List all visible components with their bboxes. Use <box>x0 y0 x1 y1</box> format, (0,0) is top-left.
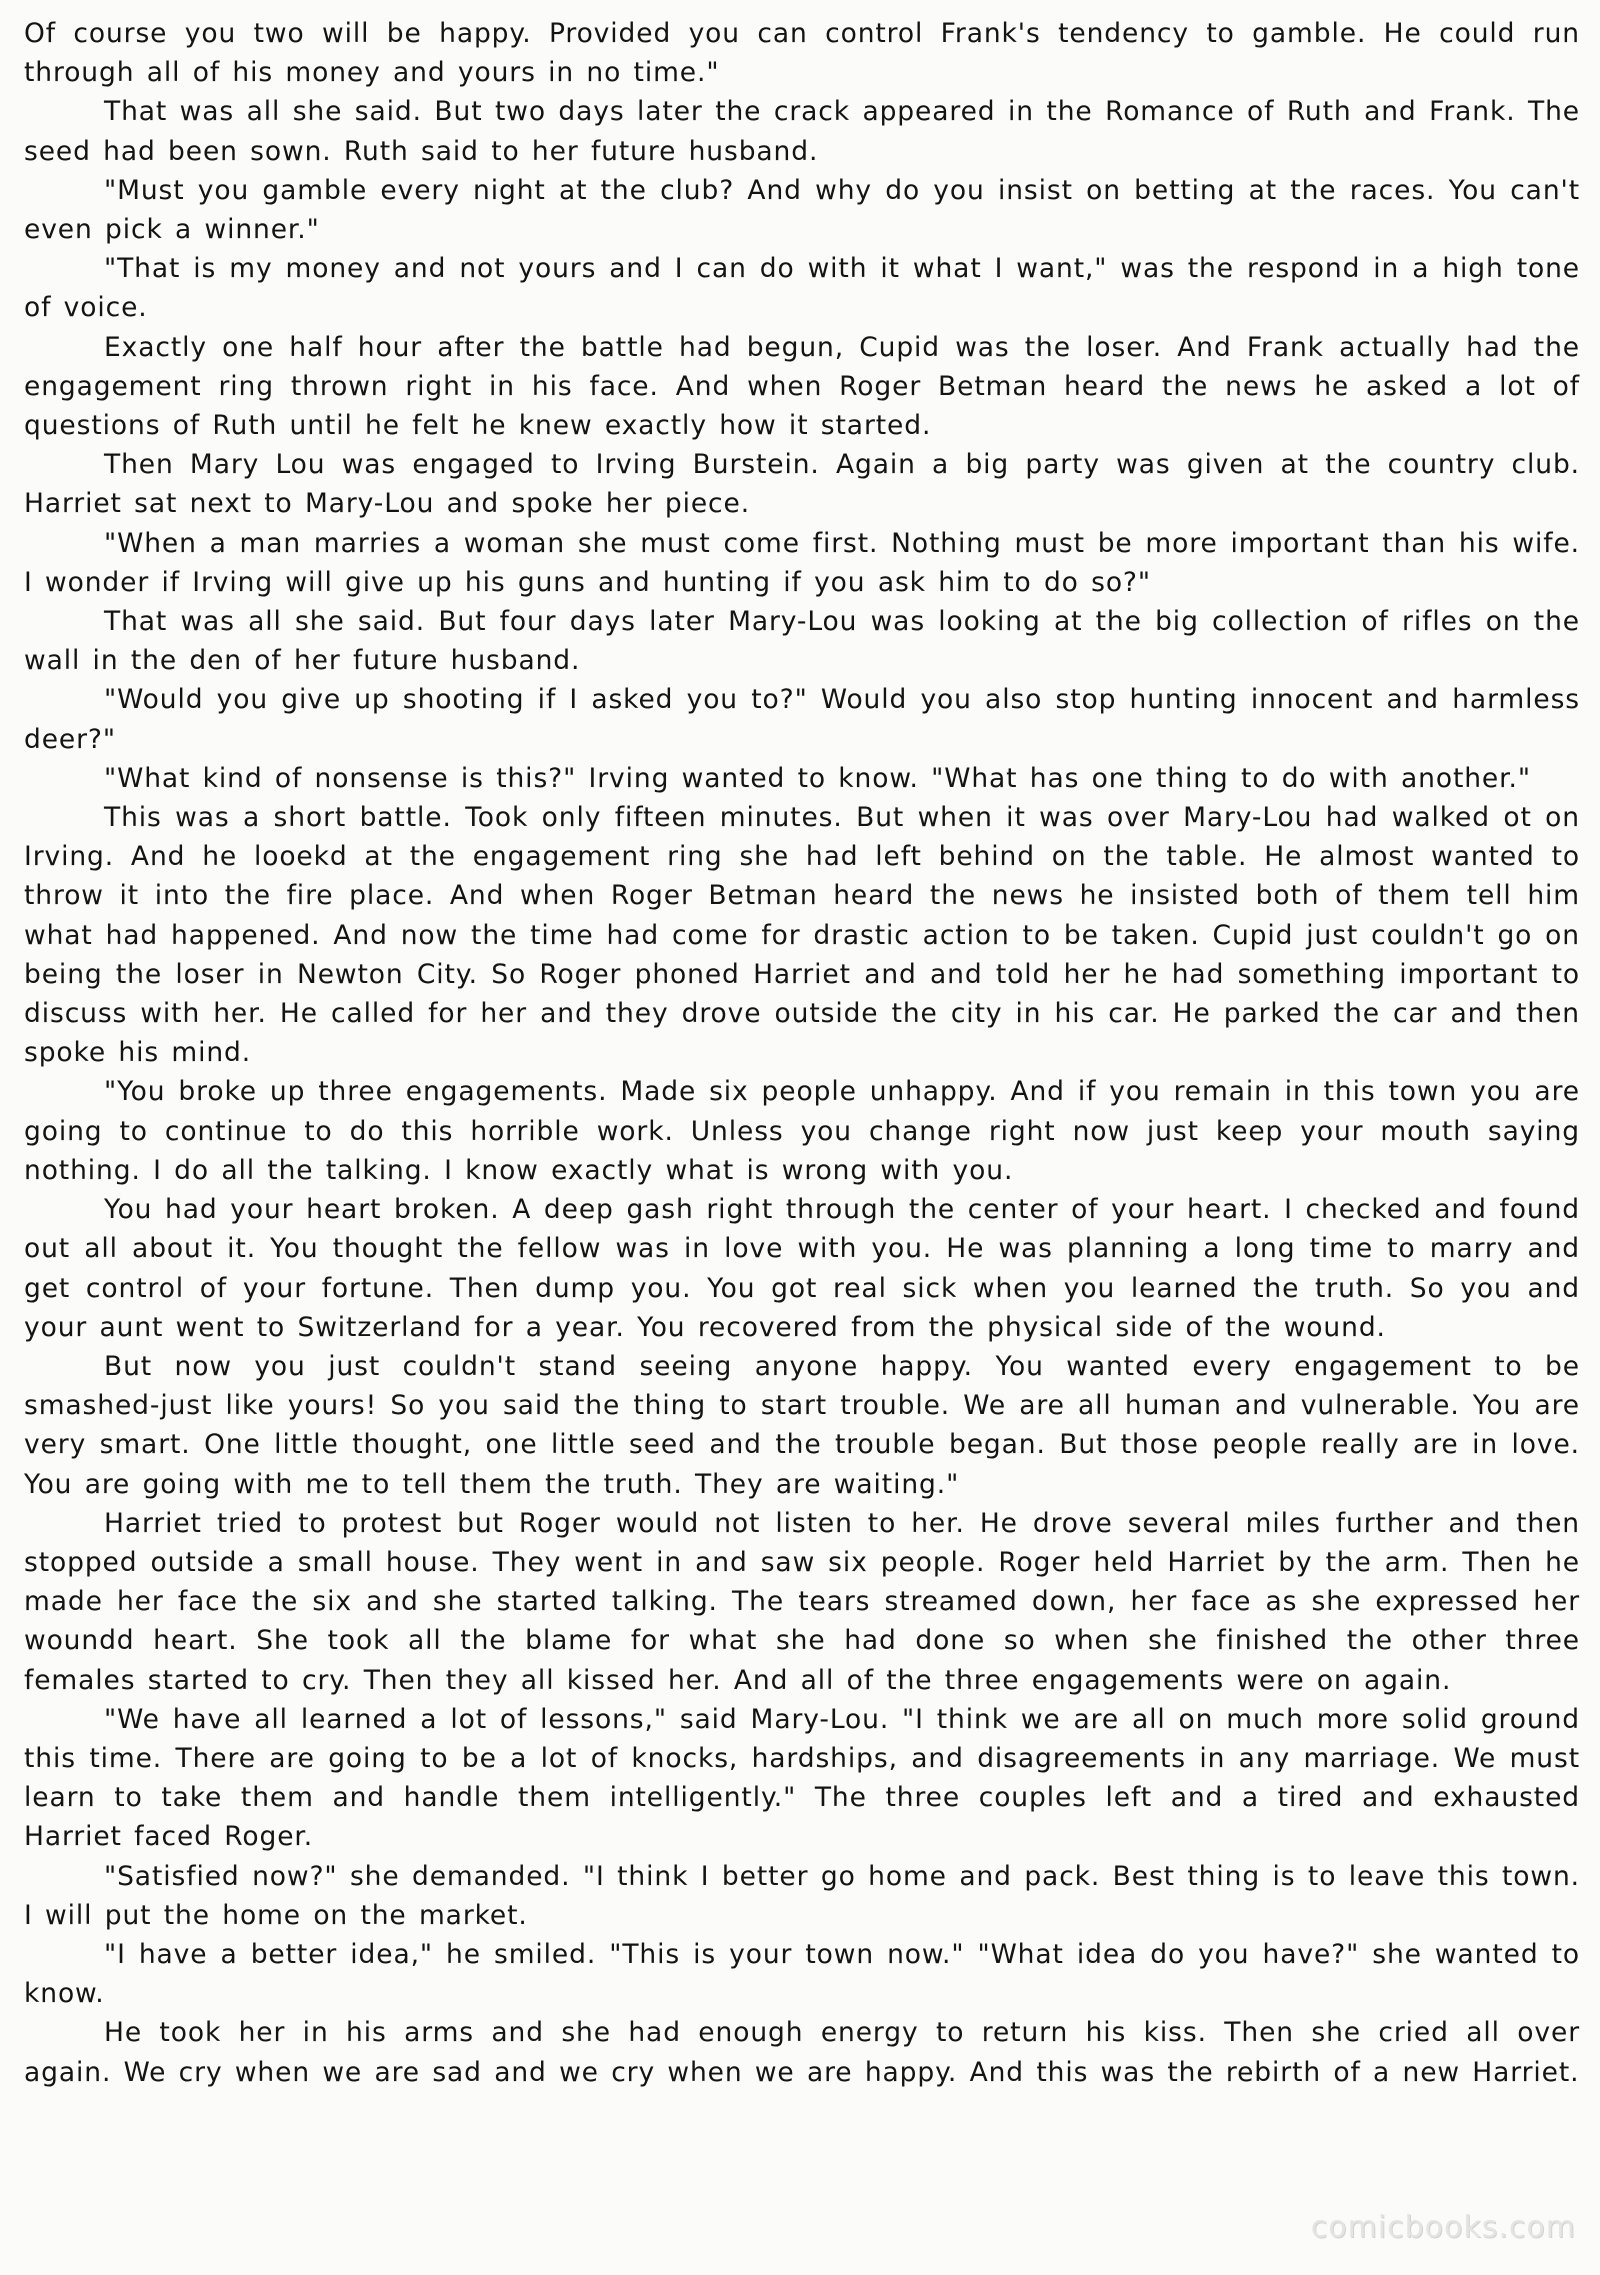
paragraph-18: "I have a better idea," he smiled. "This is your town now." "What idea do you have?" she wanted to know. <box>24 1938 1580 2010</box>
paragraph-7: "When a man marries a woman she must come first. Nothing must be more important than his wife. I wonder if Irving will give up his guns and hunting if you ask him to do so?" <box>24 527 1580 598</box>
paragraph-10: "What kind of nonsense is this?" Irving wanted to know. "What has one thing to do with another." <box>104 762 1531 794</box>
paragraph-11: This was a short battle. Took only fifteen minutes. But when it was over Mary-Lou had walked ot on Irving. And he looekd at the engagement ring she had left behind on the table. He almost wanted to throw it into the fire place. And when Roger Betman heard the news he insisted both of them tell him what had happened. And now the time had come for drastic action to be taken. Cupid just couldn't go on being the loser in Newton City. So Roger phoned Harriet and and told her he had something important to discuss with her. He called for her and they drove outside the city in his car. He parked the car and then spoke his mind. <box>24 802 1580 1069</box>
paragraph-2: That was all she said. But two days later the crack appeared in the Romance of Ruth and Frank. The seed had been sown. Ruth said to her future husband. <box>24 96 1580 167</box>
paragraph-14: But now you just couldn't stand seeing anyone happy. You wanted every engagement to be smashed-just like yours! So you said the thing to start trouble. We are all human and vulnerable. You are very smart. One little thought, one little seed and the trouble began. But those people really are in love. You are going with me to tell them the truth. They are waiting." <box>24 1350 1580 1500</box>
paragraph-19: He took her in his arms and she had enough energy to return his kiss. Then she cried all over again. We cry when we are sad and we cry when we are happy. And this was the rebirth of a new Harriet. <box>24 2017 1580 2088</box>
paragraph-9: "Would you give up shooting if I asked you to?" Would you also stop hunting innocent and harmless deer?" <box>24 684 1580 755</box>
paragraph-3: "Must you gamble every night at the club? And why do you insist on betting at the races. You can't even pick a winner." <box>24 174 1580 246</box>
paragraph-17: "Satisfied now?" she demanded. "I think I better go home and pack. Best thing is to leave this town. I will put the home on the market. <box>24 1860 1580 1931</box>
story-text <box>24 14 1580 2092</box>
watermark: comicbooks.com <box>1310 2210 1576 2245</box>
paragraph-4: "That is my money and not yours and I can do with it what I want," was the respond in a high tone of voice. <box>24 253 1580 324</box>
paragraph-12: "You broke up three engagements. Made six people unhappy. And if you remain in this town you are going to continue to do this horrible work. Unless you change right now just keep your mouth saying nothing. I do all the talking. I know exactly what is wrong with you. <box>24 1076 1580 1186</box>
paragraph-15: Harriet tried to protest but Roger would not listen to her. He drove several miles further and then stopped outside a small house. They went in and saw six people. Roger held Harriet by the arm. Then he made her face the six and she started talking. The tears streamed down, her face as she expressed her woundd heart. She took all the blame for what she had done so when she finished the other three females started to cry. Then they all kissed her. And all of the three engagements were on again. <box>24 1507 1580 1696</box>
paragraph-6: Then Mary Lou was engaged to Irving Burstein. Again a big party was given at the country club. Harriet sat next to Mary-Lou and spoke her piece. <box>24 449 1580 520</box>
paragraph-13: You had your heart broken. A deep gash right through the center of your heart. I checked and found out all about it. You thought the fellow was in love with you. He was planning a long time to marry and get control of your fortune. Then dump you. You got real sick when you learned the truth. So you and your aunt went to Switzerland for a year. You recovered from the physical side of the wound. <box>24 1194 1580 1343</box>
paragraph-5: Exactly one half hour after the battle had begun, Cupid was the loser. And Frank actually had the engagement ring thrown right in his face. And when Roger Betman heard the news he asked a lot of questions of Ruth until he felt he knew exactly how it started. <box>24 331 1580 442</box>
paragraph-8: That was all she said. But four days later Mary-Lou was looking at the big collection of rifles on the wall in the den of her future husband. <box>24 606 1580 677</box>
paragraph-16: "We have all learned a lot of lessons," said Mary-Lou. "I think we are all on much more solid ground this time. There are going to be a lot of knocks, hardships, and disagreements in any marriage. We must learn to take them and handle them intelligently." The three couples left and a tired and exhausted Harriet faced Roger. <box>24 1703 1580 1853</box>
paragraph-1: Of course you two will be happy. Provided you can control Frank's tendency to gamble. He could run through all of his money and yours in no time." <box>24 18 1580 89</box>
